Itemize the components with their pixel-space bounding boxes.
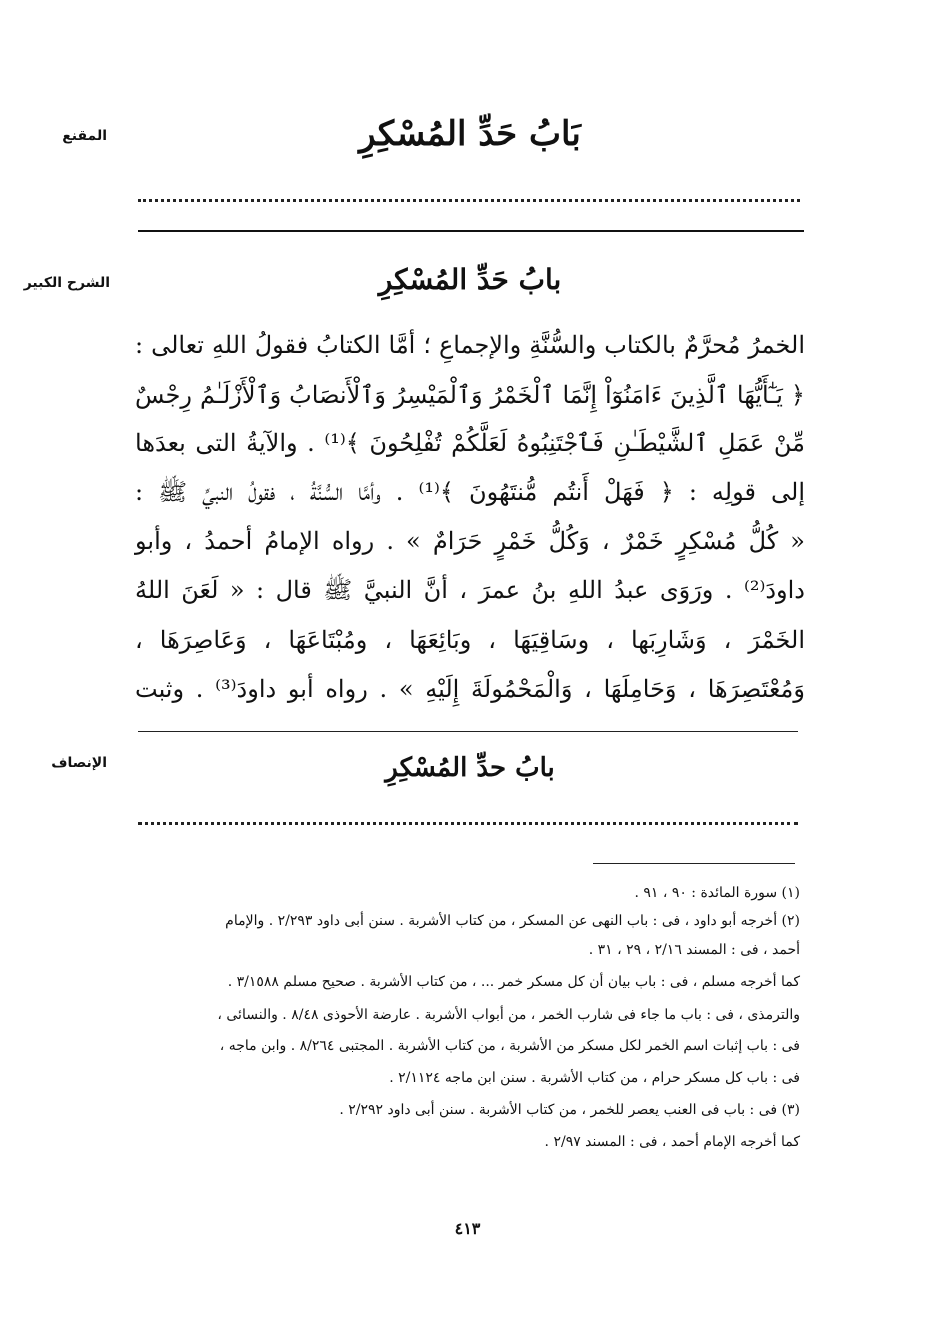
sharh-text-line: الخَمْرَ ، وَشَارِبَها ، وسَاقِيَهَا ، وبَائِعَهَا ، ومُبْتَاعَهَا ، وَعَاصِرَهَا ، (135, 626, 805, 654)
footnote-line: فى : باب إثبات اسم الخمر لكل مسكر من الأشربة ، من كتاب الأشربة . المجتبى ٨/٢٦٤ . وابن ماجه ، (219, 1038, 800, 1054)
sharh-text-line: وَمُعْتَصِرَهَا ، وَحَامِلَهَا ، وَالْمَحْمُولَةَ إِلَيْهِ » . رواه أبو داودَ⁽³⁾ . وثبت (135, 675, 805, 703)
page-number: ٤١٣ (454, 1219, 481, 1238)
footnote-line: (٢) أخرجه أبو داود ، فى : باب النهى عن المسكر ، من كتاب الأشربة . سنن أبى داود ٢/٢٩٣ . والإمام (225, 913, 800, 929)
footnote-line: (١) سورة المائدة : ٩٠ ، ٩١ . (634, 885, 800, 901)
footnote-line: والترمذى ، فى : باب ما جاء فى شارب الخمر ، من أبواب الأشربة . عارضة الأحوذى ٨/٤٨ . والنسائى ، (217, 1007, 800, 1023)
dotted-separator-muqni (138, 199, 800, 202)
footnote-separator (593, 863, 795, 864)
sharh-text-line: ﴿ يَـٰٓأَيُّهَا ٱلَّذِينَ ءَامَنُوٓاْ إِنَّمَا ٱلْخَمْرُ وَٱلْمَيْسِرُ وَٱلْأَنصَابُ وَٱلْأَزْلَـٰمُ رِجْسٌ (135, 381, 805, 409)
footnote-line: كما أخرجه الإمام أحمد ، فى : المسند ٢/٩٧ . (544, 1134, 800, 1150)
margin-label-insaf: الإنصاف (51, 755, 107, 771)
margin-label-sharh: الشرح الكبير (23, 275, 110, 291)
footnote-line: (٣) فى : باب فى العنب يعصر للخمر ، من كتاب الأشربة . سنن أبى داود ٢/٢٩٢ . (339, 1102, 800, 1118)
section-divider-rule (138, 731, 798, 732)
sharh-text-line: داودَ⁽²⁾ . ورَوَى عبدُ اللهِ بنُ عمرَ ، أنَّ النبيَّ ﷺ قال : « لَعَنَ اللهُ (135, 576, 805, 604)
footnote-line: فى : باب كل مسكر حرام ، من كتاب الأشربة . سنن ابن ماجه ٢/١١٢٤ . (389, 1070, 800, 1086)
sharh-text-line: « كُلُّ مُسْكِرٍ خَمْرٌ ، وَكُلُّ خَمْرٍ حَرَامٌ » . رواه الإمامُ أحمدُ ، وأبو (135, 527, 805, 555)
section-title-muqni: بَابُ حَدِّ المُسْكِرِ (359, 114, 581, 154)
section-title-sharh: بابُ حَدِّ المُسْكِرِ (378, 263, 562, 296)
sharh-text-line: الخمرُ مُحرَّمٌ بالكتاب والسُّنَّةِ والإجماعِ ؛ أمَّا الكتابُ فقولُ اللهِ تعالى : (135, 331, 805, 359)
footnote-line: أحمد ، فى : المسند ٢/١٦ ، ٢٩ ، ٣١ . (588, 942, 800, 958)
footnote-line: كما أخرجه مسلم ، فى : باب بيان أن كل مسكر خمر ... ، من كتاب الأشربة . صحيح مسلم ٣/١٥٨٨ . (227, 974, 800, 990)
sharh-text-line: مِّنْ عَمَلِ ٱلشَّيْطَـٰنِ فَٱجْتَنِبُوهُ لَعَلَّكُمْ تُفْلِحُونَ ﴾⁽¹⁾ . والآيةُ التى بعدَها (135, 429, 805, 457)
sharh-text-line: إلى قولِه : ﴿ فَهَلْ أَنتُم مُّنتَهُونَ ﴾⁽¹⁾ . وأمَّا السُّنَّةُ ، فقولُ النبيِّ ﷺ : (135, 478, 805, 506)
section-title-insaf: بابُ حدِّ المُسْكِرِ (385, 753, 555, 783)
section-divider-rule (138, 230, 804, 232)
margin-label-muqni: المقنع (62, 128, 107, 144)
dotted-separator-insaf (138, 822, 798, 825)
